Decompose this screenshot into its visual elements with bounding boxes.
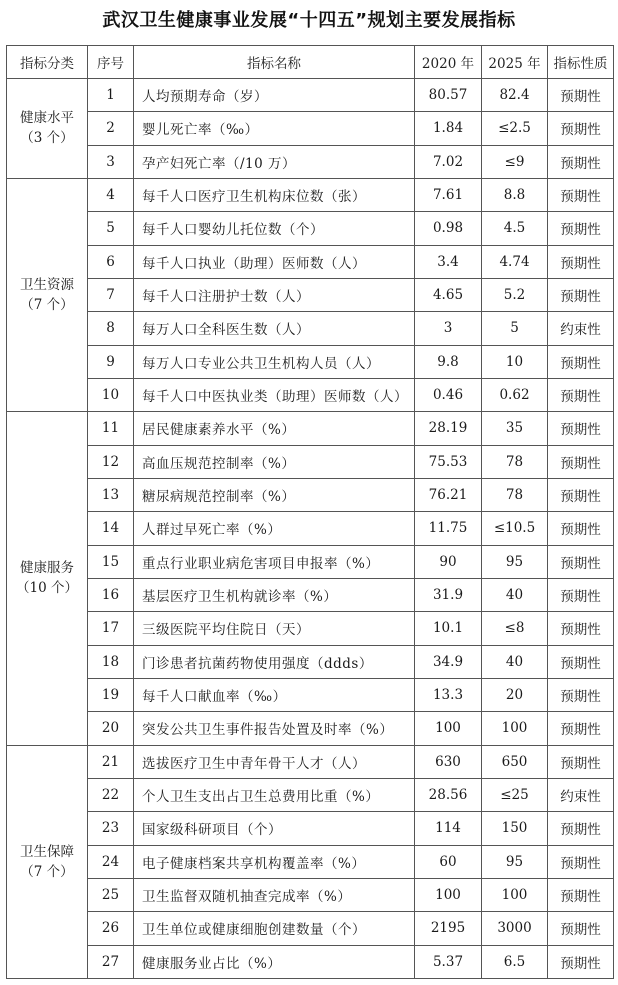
indicator-name: 突发公共卫生事件报告处置及时率（%） [134,712,415,745]
table-row [7,478,614,511]
indicator-name: 每千人口婴幼儿托位数（个） [134,212,415,245]
target-2025: ≤9 [482,145,548,178]
target-2025: 8.8 [482,178,548,211]
value-2020: 9.8 [415,345,482,378]
value-2020: 28.19 [415,412,482,445]
header-category: 指标分类 [7,46,88,79]
table-row [7,812,614,845]
value-2020: 0.98 [415,212,482,245]
category-cell [7,745,88,978]
target-2025: 5 [482,312,548,345]
row-number: 2 [88,112,134,145]
value-2020: 7.61 [415,178,482,211]
value-2020: 31.9 [415,578,482,611]
row-number: 24 [88,845,134,878]
indicator-nature: 预期性 [548,278,614,311]
value-2020: 76.21 [415,478,482,511]
row-number: 11 [88,412,134,445]
indicator-nature: 预期性 [548,212,614,245]
indicator-name: 每千人口中医执业类（助理）医师数（人） [134,378,415,411]
indicator-name: 居民健康素养水平（%） [134,412,415,445]
indicator-nature: 预期性 [548,878,614,911]
target-2025: 78 [482,478,548,511]
value-2020: 100 [415,712,482,745]
value-2020: 34.9 [415,645,482,678]
value-2020: 28.56 [415,778,482,811]
header-2020: 2020 年 [415,46,482,79]
row-number: 18 [88,645,134,678]
value-2020: 1.84 [415,112,482,145]
indicator-nature: 预期性 [548,678,614,711]
row-number: 8 [88,312,134,345]
target-2025: 6.5 [482,945,548,978]
indicator-name: 每万人口全科医生数（人） [134,312,415,345]
value-2020: 75.53 [415,445,482,478]
indicator-nature: 预期性 [548,512,614,545]
category-name: 卫生保障 [20,843,74,860]
value-2020: 5.37 [415,945,482,978]
target-2025: ≤2.5 [482,112,548,145]
target-2025: 150 [482,812,548,845]
header-nature: 指标性质 [548,46,614,79]
indicator-name: 电子健康档案共享机构覆盖率（%） [134,845,415,878]
row-number: 15 [88,545,134,578]
header-no: 序号 [88,46,134,79]
table-row [7,412,614,445]
target-2025: 20 [482,678,548,711]
indicator-name: 基层医疗卫生机构就诊率（%） [134,578,415,611]
table-row [7,278,614,311]
indicator-nature: 预期性 [548,912,614,945]
target-2025: 650 [482,745,548,778]
indicator-nature: 预期性 [548,112,614,145]
indicator-name: 婴儿死亡率（‰） [134,112,415,145]
row-number: 17 [88,612,134,645]
row-number: 16 [88,578,134,611]
indicator-nature: 约束性 [548,778,614,811]
value-2020: 114 [415,812,482,845]
row-number: 27 [88,945,134,978]
target-2025: 4.74 [482,245,548,278]
table-row [7,345,614,378]
target-2025: 35 [482,412,548,445]
indicator-nature: 约束性 [548,312,614,345]
table-row [7,778,614,811]
table-header-row [7,46,614,79]
category-name: 健康服务 [20,560,74,577]
table-row [7,878,614,911]
indicator-name: 国家级科研项目（个） [134,812,415,845]
indicator-name: 每千人口献血率（‰） [134,678,415,711]
indicator-name: 糖尿病规范控制率（%） [134,478,415,511]
value-2020: 13.3 [415,678,482,711]
table-row [7,545,614,578]
row-number: 21 [88,745,134,778]
target-2025: 3000 [482,912,548,945]
value-2020: 60 [415,845,482,878]
target-2025: 100 [482,878,548,911]
table-row [7,678,614,711]
indicator-nature: 预期性 [548,945,614,978]
indicator-name: 健康服务业占比（%） [134,945,415,978]
category-cell [7,178,88,411]
target-2025: ≤8 [482,612,548,645]
row-number: 6 [88,245,134,278]
target-2025: 0.62 [482,378,548,411]
indicator-name: 人群过早死亡率（%） [134,512,415,545]
row-number: 4 [88,178,134,211]
header-name: 指标名称 [134,46,415,79]
value-2020: 90 [415,545,482,578]
indicator-nature: 预期性 [548,845,614,878]
indicator-nature: 预期性 [548,545,614,578]
indicator-name: 卫生监督双随机抽查完成率（%） [134,878,415,911]
value-2020: 3.4 [415,245,482,278]
indicator-nature: 预期性 [548,245,614,278]
category-count: （10 个） [16,580,78,597]
indicator-name: 高血压规范控制率（%） [134,445,415,478]
indicator-nature: 预期性 [548,445,614,478]
category-name: 健康水平 [20,110,74,127]
target-2025: 78 [482,445,548,478]
category-count: （7 个） [20,297,74,314]
target-2025: 5.2 [482,278,548,311]
table-row [7,612,614,645]
indicator-name: 卫生单位或健康细胞创建数量（个） [134,912,415,945]
indicator-table [6,45,614,979]
row-number: 13 [88,478,134,511]
target-2025: 10 [482,345,548,378]
row-number: 10 [88,378,134,411]
indicator-name: 每千人口执业（助理）医师数（人） [134,245,415,278]
indicator-name: 孕产妇死亡率（/10 万） [134,145,415,178]
target-2025: 40 [482,578,548,611]
indicator-nature: 预期性 [548,79,614,112]
target-2025: 100 [482,712,548,745]
table-row [7,712,614,745]
indicator-name: 人均预期寿命（岁） [134,79,415,112]
table-row [7,312,614,345]
table-row [7,445,614,478]
target-2025: ≤10.5 [482,512,548,545]
value-2020: 2195 [415,912,482,945]
indicator-name: 选拔医疗卫生中青年骨干人才（人） [134,745,415,778]
row-number: 12 [88,445,134,478]
indicator-nature: 预期性 [548,345,614,378]
target-2025: 40 [482,645,548,678]
target-2025: ≤25 [482,778,548,811]
indicator-nature: 预期性 [548,745,614,778]
indicator-nature: 预期性 [548,178,614,211]
indicator-name: 重点行业职业病危害项目申报率（%） [134,545,415,578]
row-number: 25 [88,878,134,911]
indicator-name: 每千人口注册护士数（人） [134,278,415,311]
table-row [7,178,614,211]
value-2020: 11.75 [415,512,482,545]
value-2020: 100 [415,878,482,911]
table-row [7,912,614,945]
row-number: 22 [88,778,134,811]
indicator-nature: 预期性 [548,578,614,611]
category-cell [7,412,88,745]
value-2020: 630 [415,745,482,778]
row-number: 23 [88,812,134,845]
indicator-nature: 预期性 [548,145,614,178]
row-number: 3 [88,145,134,178]
table-row [7,512,614,545]
table-row [7,845,614,878]
table-row [7,945,614,978]
category-count: （7 个） [20,863,74,880]
table-row [7,79,614,112]
page-title: 武汉卫生健康事业发展“十四五”规划主要发展指标 [102,10,516,31]
value-2020: 7.02 [415,145,482,178]
table-row [7,578,614,611]
table-row [7,112,614,145]
row-number: 20 [88,712,134,745]
row-number: 14 [88,512,134,545]
indicator-nature: 预期性 [548,812,614,845]
indicator-name: 三级医院平均住院日（天） [134,612,415,645]
target-2025: 82.4 [482,79,548,112]
table-body [7,79,614,979]
indicator-name: 个人卫生支出占卫生总费用比重（%） [134,778,415,811]
row-number: 7 [88,278,134,311]
indicator-name: 每千人口医疗卫生机构床位数（张） [134,178,415,211]
table-row [7,745,614,778]
category-cell [7,79,88,179]
table-row [7,245,614,278]
row-number: 19 [88,678,134,711]
category-count: （3 个） [20,130,74,147]
table-row [7,645,614,678]
value-2020: 80.57 [415,79,482,112]
row-number: 5 [88,212,134,245]
table-row [7,212,614,245]
indicator-name: 门诊患者抗菌药物使用强度（ddds） [134,645,415,678]
row-number: 26 [88,912,134,945]
header-2025: 2025 年 [482,46,548,79]
row-number: 9 [88,345,134,378]
indicator-nature: 预期性 [548,612,614,645]
category-name: 卫生资源 [20,277,74,294]
target-2025: 95 [482,845,548,878]
indicator-name: 每万人口专业公共卫生机构人员（人） [134,345,415,378]
indicator-nature: 预期性 [548,712,614,745]
value-2020: 10.1 [415,612,482,645]
value-2020: 4.65 [415,278,482,311]
value-2020: 0.46 [415,378,482,411]
indicator-nature: 预期性 [548,645,614,678]
table-row [7,378,614,411]
indicator-nature: 预期性 [548,412,614,445]
indicator-nature: 预期性 [548,378,614,411]
indicator-nature: 预期性 [548,478,614,511]
value-2020: 3 [415,312,482,345]
row-number: 1 [88,79,134,112]
target-2025: 95 [482,545,548,578]
table-row [7,145,614,178]
target-2025: 4.5 [482,212,548,245]
